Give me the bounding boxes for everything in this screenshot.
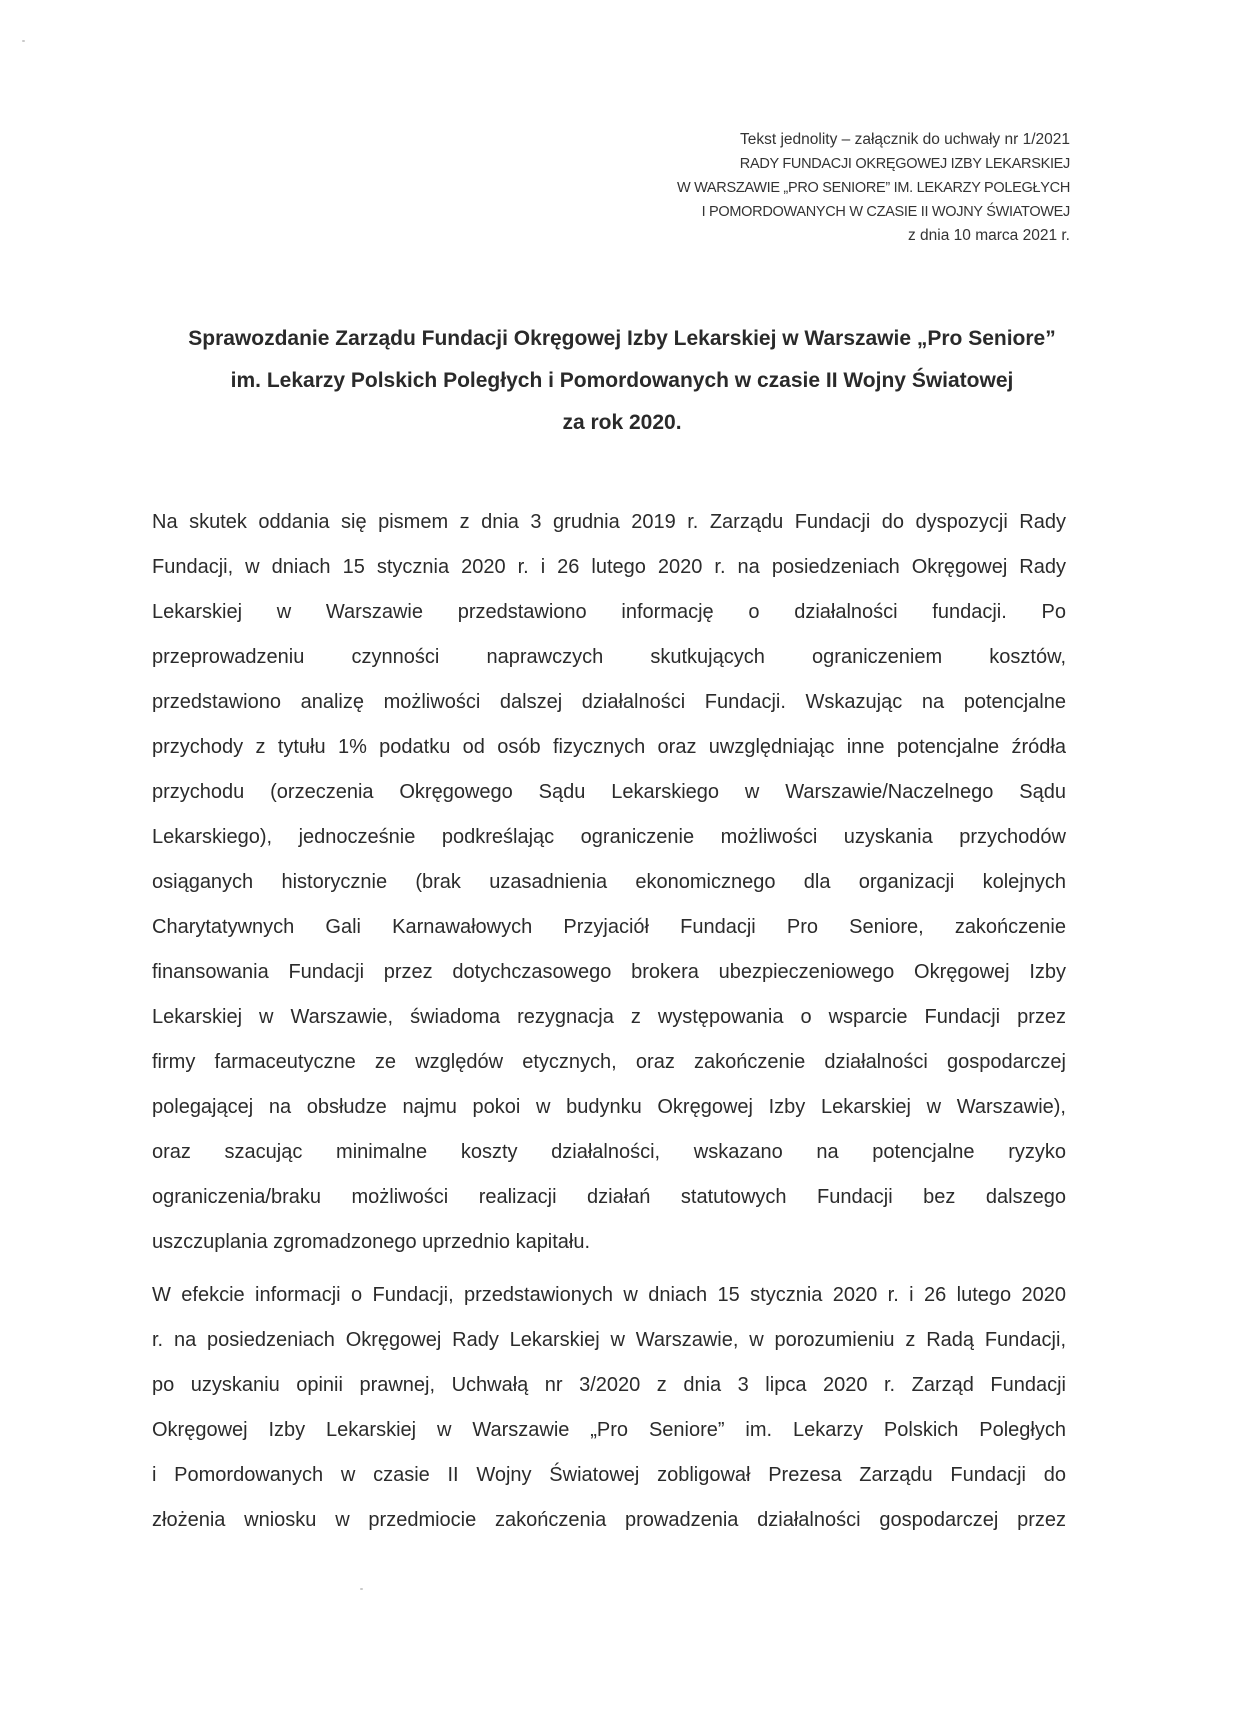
paragraph-line: W efekcie informacji o Fundacji, przedstawionych w dniach 15 stycznia 2020 r. i 26 lutego 2020 [152,1284,1066,1306]
header-note-line: I POMORDOWANYCH W CZASIE II WOJNY ŚWIATOWEJ [701,204,1070,220]
title-line: im. Lekarzy Polskich Poległych i Pomordowanych w czasie II Wojny Światowej [230,369,1014,392]
paragraph-line: firmy farmaceutyczne ze względów etycznych, oraz zakończenie działalności gospodarczej [152,1051,1066,1073]
header-note-line: z dnia 10 marca 2021 r. [908,227,1070,244]
paragraph [152,1273,1066,1543]
paragraph-line: polegającej na obsłudze najmu pokoi w budynku Okręgowej Izby Lekarskiej w Warszawie), [152,1096,1066,1118]
report-title [120,318,1124,444]
header-note-line: Tekst jednolity – załącznik do uchwały nr 1/2021 [740,131,1070,148]
paragraph-line: r. na posiedzeniach Okręgowej Rady Lekarskiej w Warszawie, w porozumieniu z Radą Fundacji, [152,1329,1066,1351]
paragraph-line: przeprowadzeniu czynności naprawczych skutkujących ograniczeniem kosztów, [152,646,1066,668]
scan-speck [22,40,25,42]
paragraph-line: przychodu (orzeczenia Okręgowego Sądu Lekarskiego w Warszawie/Naczelnego Sądu [152,781,1066,803]
paragraph-line: Lekarskiej w Warszawie przedstawiono informację o działalności fundacji. Po [152,601,1066,623]
paragraph-line: uszczuplania zgromadzonego uprzednio kapitału. [152,1231,591,1253]
resolution-header-note [510,128,1070,248]
paragraph-line: Fundacji, w dniach 15 stycznia 2020 r. i 26 lutego 2020 r. na posiedzeniach Okręgowej Rady [152,556,1066,578]
paragraph-line: złożenia wniosku w przedmiocie zakończenia prowadzenia działalności gospodarczej przez [152,1509,1066,1531]
paragraph-line: Okręgowej Izby Lekarskiej w Warszawie „Pro Seniore” im. Lekarzy Polskich Poległych [152,1419,1066,1441]
header-note-line: RADY FUNDACJI OKRĘGOWEJ IZBY LEKARSKIEJ [739,156,1070,172]
header-note-line: W WARSZAWIE „PRO SENIORE” IM. LEKARZY POLEGŁYCH [676,180,1070,196]
paragraph-line: przedstawiono analizę możliwości dalszej działalności Fundacji. Wskazując na potencjalne [152,691,1066,713]
paragraph [152,500,1066,1265]
paragraph-line: ograniczenia/braku możliwości realizacji działań statutowych Fundacji bez dalszego [152,1186,1066,1208]
paragraph-line: oraz szacując minimalne koszty działalności, wskazano na potencjalne ryzyko [152,1141,1066,1163]
paragraph-line: po uzyskaniu opinii prawnej, Uchwałą nr 3/2020 z dnia 3 lipca 2020 r. Zarząd Fundacji [152,1374,1066,1396]
paragraph-line: i Pomordowanych w czasie II Wojny Światowej zobligował Prezesa Zarządu Fundacji do [152,1464,1066,1486]
paragraph-line: przychody z tytułu 1% podatku od osób fizycznych oraz uwzględniając inne potencjalne źródła [152,736,1066,758]
title-line: Sprawozdanie Zarządu Fundacji Okręgowej Izby Lekarskiej w Warszawie „Pro Seniore” [188,327,1056,350]
paragraph-line: Na skutek oddania się pismem z dnia 3 grudnia 2019 r. Zarządu Fundacji do dyspozycji Rady [152,511,1066,533]
paragraph-line: Charytatywnych Gali Karnawałowych Przyjaciół Fundacji Pro Seniore, zakończenie [152,916,1066,938]
paragraph-line: osiąganych historycznie (brak uzasadnienia ekonomicznego dla organizacji kolejnych [152,871,1066,893]
paragraph-line: Lekarskiej w Warszawie, świadoma rezygnacja z występowania o wsparcie Fundacji przez [152,1006,1066,1028]
paragraph-line: Lekarskiego), jednocześnie podkreślając ograniczenie możliwości uzyskania przychodów [152,826,1066,848]
title-line: za rok 2020. [562,411,682,434]
paragraph-line: finansowania Fundacji przez dotychczasowego brokera ubezpieczeniowego Okręgowej Izby [152,961,1066,983]
scan-speck [360,1588,363,1590]
